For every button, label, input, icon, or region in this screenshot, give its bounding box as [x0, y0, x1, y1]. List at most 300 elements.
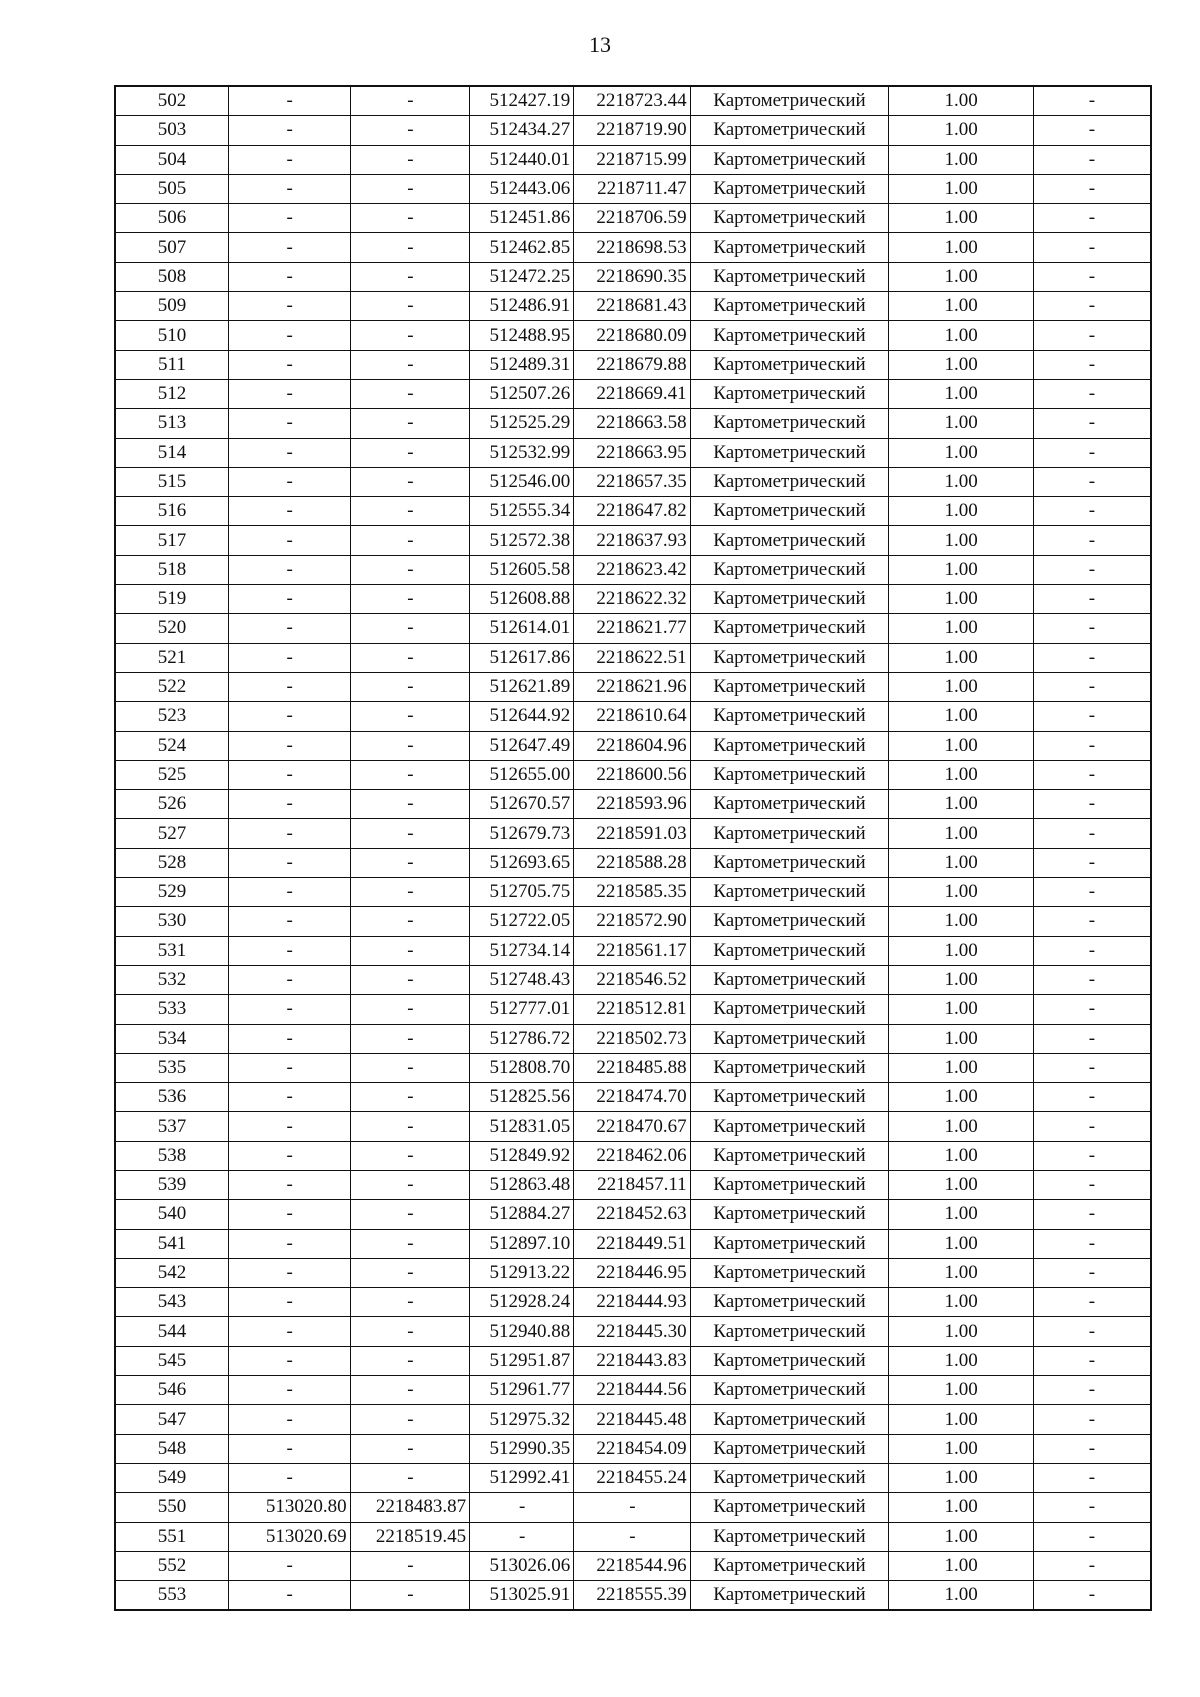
description-cell: - — [1033, 1434, 1151, 1463]
refined-y-cell: 2218600.56 — [574, 760, 690, 789]
point-number-cell: 508 — [115, 262, 228, 291]
accuracy-cell: 1.00 — [889, 379, 1034, 408]
description-cell: - — [1033, 1200, 1151, 1229]
description-cell: - — [1033, 1405, 1151, 1434]
method-cell: Картометрический — [690, 1112, 889, 1141]
accuracy-cell: 1.00 — [889, 1229, 1034, 1258]
description-cell: - — [1033, 1024, 1151, 1053]
point-number-cell: 542 — [115, 1258, 228, 1287]
existing-x-cell: - — [228, 1141, 350, 1170]
accuracy-cell: 1.00 — [889, 1493, 1034, 1522]
refined-y-cell: 2218452.63 — [574, 1200, 690, 1229]
description-cell: - — [1033, 878, 1151, 907]
table-row — [115, 790, 1151, 819]
accuracy-cell: 1.00 — [889, 1083, 1034, 1112]
existing-y-cell: - — [350, 321, 470, 350]
existing-x-cell: - — [228, 1112, 350, 1141]
existing-y-cell: - — [350, 526, 470, 555]
existing-y-cell: - — [350, 760, 470, 789]
refined-x-cell: 512722.05 — [470, 907, 574, 936]
description-cell: - — [1033, 1346, 1151, 1375]
refined-y-cell: 2218593.96 — [574, 790, 690, 819]
point-number-cell: 530 — [115, 907, 228, 936]
existing-x-cell: - — [228, 292, 350, 321]
method-cell: Картометрический — [690, 438, 889, 467]
table-row — [115, 1024, 1151, 1053]
accuracy-cell: 1.00 — [889, 174, 1034, 203]
description-cell: - — [1033, 1258, 1151, 1287]
existing-y-cell: - — [350, 438, 470, 467]
existing-x-cell: - — [228, 878, 350, 907]
method-cell: Картометрический — [690, 1317, 889, 1346]
accuracy-cell: 1.00 — [889, 1522, 1034, 1551]
table-row — [115, 321, 1151, 350]
existing-y-cell: - — [350, 379, 470, 408]
accuracy-cell: 1.00 — [889, 555, 1034, 584]
existing-x-cell: - — [228, 614, 350, 643]
table-row — [115, 526, 1151, 555]
table-row — [115, 907, 1151, 936]
method-cell: Картометрический — [690, 1405, 889, 1434]
method-cell: Картометрический — [690, 145, 889, 174]
table-row — [115, 1083, 1151, 1112]
table-row — [115, 1434, 1151, 1463]
existing-y-cell: - — [350, 145, 470, 174]
refined-y-cell: 2218623.42 — [574, 555, 690, 584]
existing-y-cell: - — [350, 936, 470, 965]
existing-x-cell: - — [228, 1170, 350, 1199]
refined-x-cell: 512863.48 — [470, 1170, 574, 1199]
refined-x-cell: 512555.34 — [470, 497, 574, 526]
point-number-cell: 544 — [115, 1317, 228, 1346]
refined-y-cell: 2218657.35 — [574, 467, 690, 496]
description-cell: - — [1033, 907, 1151, 936]
point-number-cell: 553 — [115, 1581, 228, 1611]
table-row — [115, 1463, 1151, 1492]
point-number-cell: 527 — [115, 819, 228, 848]
description-cell: - — [1033, 116, 1151, 145]
refined-y-cell: 2218621.77 — [574, 614, 690, 643]
existing-y-cell: - — [350, 1551, 470, 1580]
existing-x-cell: - — [228, 145, 350, 174]
refined-y-cell: 2218698.53 — [574, 233, 690, 262]
refined-y-cell: 2218502.73 — [574, 1024, 690, 1053]
point-number-cell: 549 — [115, 1463, 228, 1492]
accuracy-cell: 1.00 — [889, 1346, 1034, 1375]
existing-x-cell: - — [228, 555, 350, 584]
point-number-cell: 541 — [115, 1229, 228, 1258]
point-number-cell: 546 — [115, 1376, 228, 1405]
point-number-cell: 519 — [115, 585, 228, 614]
existing-x-cell: - — [228, 760, 350, 789]
refined-x-cell: 512897.10 — [470, 1229, 574, 1258]
table-row — [115, 731, 1151, 760]
description-cell: - — [1033, 409, 1151, 438]
point-number-cell: 538 — [115, 1141, 228, 1170]
refined-y-cell: 2218561.17 — [574, 936, 690, 965]
existing-x-cell: - — [228, 86, 350, 116]
existing-y-cell: - — [350, 116, 470, 145]
description-cell: - — [1033, 350, 1151, 379]
existing-x-cell: - — [228, 1200, 350, 1229]
table-row — [115, 1258, 1151, 1287]
method-cell: Картометрический — [690, 819, 889, 848]
point-number-cell: 531 — [115, 936, 228, 965]
refined-x-cell: 512831.05 — [470, 1112, 574, 1141]
table-row — [115, 1200, 1151, 1229]
existing-x-cell: - — [228, 379, 350, 408]
method-cell: Картометрический — [690, 1170, 889, 1199]
existing-y-cell: 2218483.87 — [350, 1493, 470, 1522]
accuracy-cell: 1.00 — [889, 1317, 1034, 1346]
existing-x-cell: - — [228, 1405, 350, 1434]
accuracy-cell: 1.00 — [889, 1141, 1034, 1170]
accuracy-cell: 1.00 — [889, 643, 1034, 672]
existing-x-cell: - — [228, 1317, 350, 1346]
existing-x-cell: - — [228, 790, 350, 819]
method-cell: Картометрический — [690, 702, 889, 731]
refined-x-cell: 512748.43 — [470, 965, 574, 994]
point-number-cell: 526 — [115, 790, 228, 819]
refined-x-cell: 512605.58 — [470, 555, 574, 584]
table-row — [115, 1376, 1151, 1405]
refined-y-cell: 2218679.88 — [574, 350, 690, 379]
accuracy-cell: 1.00 — [889, 1170, 1034, 1199]
point-number-cell: 550 — [115, 1493, 228, 1522]
table-row — [115, 672, 1151, 701]
refined-y-cell: 2218485.88 — [574, 1053, 690, 1082]
description-cell: - — [1033, 379, 1151, 408]
refined-y-cell: 2218445.48 — [574, 1405, 690, 1434]
table-body — [115, 86, 1151, 1610]
description-cell: - — [1033, 702, 1151, 731]
accuracy-cell: 1.00 — [889, 145, 1034, 174]
existing-x-cell: - — [228, 438, 350, 467]
point-number-cell: 529 — [115, 878, 228, 907]
existing-y-cell: - — [350, 1141, 470, 1170]
description-cell: - — [1033, 1317, 1151, 1346]
method-cell: Картометрический — [690, 1346, 889, 1375]
refined-y-cell: 2218663.58 — [574, 409, 690, 438]
description-cell: - — [1033, 1376, 1151, 1405]
table-row — [115, 379, 1151, 408]
refined-x-cell: 512992.41 — [470, 1463, 574, 1492]
table-row — [115, 995, 1151, 1024]
refined-y-cell: 2218585.35 — [574, 878, 690, 907]
method-cell: Картометрический — [690, 262, 889, 291]
refined-x-cell: 512734.14 — [470, 936, 574, 965]
existing-x-cell: - — [228, 995, 350, 1024]
method-cell: Картометрический — [690, 907, 889, 936]
existing-x-cell: - — [228, 702, 350, 731]
description-cell: - — [1033, 614, 1151, 643]
refined-x-cell: 512928.24 — [470, 1288, 574, 1317]
table-row — [115, 1288, 1151, 1317]
refined-x-cell: 512951.87 — [470, 1346, 574, 1375]
description-cell: - — [1033, 174, 1151, 203]
table-row — [115, 1317, 1151, 1346]
description-cell: - — [1033, 1463, 1151, 1492]
existing-x-cell: - — [228, 526, 350, 555]
method-cell: Картометрический — [690, 848, 889, 877]
accuracy-cell: 1.00 — [889, 585, 1034, 614]
refined-y-cell: 2218443.83 — [574, 1346, 690, 1375]
table-row — [115, 1493, 1151, 1522]
accuracy-cell: 1.00 — [889, 731, 1034, 760]
table-row — [115, 1112, 1151, 1141]
refined-x-cell: 512621.89 — [470, 672, 574, 701]
refined-y-cell: 2218715.99 — [574, 145, 690, 174]
accuracy-cell: 1.00 — [889, 907, 1034, 936]
accuracy-cell: 1.00 — [889, 1405, 1034, 1434]
table-row — [115, 350, 1151, 379]
refined-y-cell: 2218512.81 — [574, 995, 690, 1024]
table-row — [115, 848, 1151, 877]
point-number-cell: 532 — [115, 965, 228, 994]
existing-y-cell: - — [350, 555, 470, 584]
description-cell: - — [1033, 672, 1151, 701]
table-row — [115, 878, 1151, 907]
point-number-cell: 537 — [115, 1112, 228, 1141]
existing-y-cell: - — [350, 1581, 470, 1611]
description-cell: - — [1033, 790, 1151, 819]
refined-x-cell: 512572.38 — [470, 526, 574, 555]
accuracy-cell: 1.00 — [889, 1376, 1034, 1405]
existing-x-cell: - — [228, 819, 350, 848]
point-number-cell: 545 — [115, 1346, 228, 1375]
refined-y-cell: 2218647.82 — [574, 497, 690, 526]
existing-x-cell: - — [228, 731, 350, 760]
description-cell: - — [1033, 585, 1151, 614]
description-cell: - — [1033, 1141, 1151, 1170]
existing-x-cell: - — [228, 233, 350, 262]
existing-y-cell: - — [350, 1083, 470, 1112]
existing-x-cell: - — [228, 585, 350, 614]
accuracy-cell: 1.00 — [889, 116, 1034, 145]
existing-x-cell: - — [228, 204, 350, 233]
point-number-cell: 509 — [115, 292, 228, 321]
method-cell: Картометрический — [690, 1053, 889, 1082]
refined-y-cell: 2218719.90 — [574, 116, 690, 145]
refined-x-cell: 512884.27 — [470, 1200, 574, 1229]
existing-x-cell: - — [228, 321, 350, 350]
point-number-cell: 523 — [115, 702, 228, 731]
existing-y-cell: - — [350, 350, 470, 379]
point-number-cell: 525 — [115, 760, 228, 789]
existing-y-cell: - — [350, 467, 470, 496]
refined-x-cell: 512451.86 — [470, 204, 574, 233]
point-number-cell: 533 — [115, 995, 228, 1024]
refined-x-cell: 512614.01 — [470, 614, 574, 643]
method-cell: Картометрический — [690, 292, 889, 321]
refined-x-cell: 512705.75 — [470, 878, 574, 907]
refined-y-cell: 2218462.06 — [574, 1141, 690, 1170]
description-cell: - — [1033, 1581, 1151, 1611]
accuracy-cell: 1.00 — [889, 878, 1034, 907]
point-number-cell: 528 — [115, 848, 228, 877]
accuracy-cell: 1.00 — [889, 233, 1034, 262]
existing-x-cell: - — [228, 1551, 350, 1580]
refined-y-cell: 2218454.09 — [574, 1434, 690, 1463]
method-cell: Картометрический — [690, 790, 889, 819]
description-cell: - — [1033, 1112, 1151, 1141]
accuracy-cell: 1.00 — [889, 995, 1034, 1024]
accuracy-cell: 1.00 — [889, 848, 1034, 877]
table-row — [115, 86, 1151, 116]
description-cell: - — [1033, 526, 1151, 555]
refined-y-cell: 2218711.47 — [574, 174, 690, 203]
existing-y-cell: - — [350, 878, 470, 907]
accuracy-cell: 1.00 — [889, 760, 1034, 789]
refined-y-cell: 2218449.51 — [574, 1229, 690, 1258]
accuracy-cell: 1.00 — [889, 1112, 1034, 1141]
existing-x-cell: - — [228, 1581, 350, 1611]
method-cell: Картометрический — [690, 1229, 889, 1258]
description-cell: - — [1033, 643, 1151, 672]
existing-y-cell: - — [350, 585, 470, 614]
description-cell: - — [1033, 262, 1151, 291]
refined-y-cell: 2218610.64 — [574, 702, 690, 731]
accuracy-cell: 1.00 — [889, 86, 1034, 116]
refined-x-cell: - — [470, 1522, 574, 1551]
accuracy-cell: 1.00 — [889, 526, 1034, 555]
refined-y-cell: 2218680.09 — [574, 321, 690, 350]
description-cell: - — [1033, 1551, 1151, 1580]
existing-y-cell: - — [350, 292, 470, 321]
refined-x-cell: 512647.49 — [470, 731, 574, 760]
method-cell: Картометрический — [690, 1434, 889, 1463]
refined-x-cell: 512608.88 — [470, 585, 574, 614]
method-cell: Картометрический — [690, 585, 889, 614]
refined-y-cell: 2218706.59 — [574, 204, 690, 233]
refined-x-cell: 512990.35 — [470, 1434, 574, 1463]
table-row — [115, 262, 1151, 291]
refined-y-cell: 2218446.95 — [574, 1258, 690, 1287]
table-row — [115, 145, 1151, 174]
existing-y-cell: - — [350, 1288, 470, 1317]
accuracy-cell: 1.00 — [889, 1200, 1034, 1229]
refined-x-cell: 513026.06 — [470, 1551, 574, 1580]
accuracy-cell: 1.00 — [889, 292, 1034, 321]
refined-x-cell: 512777.01 — [470, 995, 574, 1024]
refined-x-cell: 512679.73 — [470, 819, 574, 848]
table-row — [115, 174, 1151, 203]
description-cell: - — [1033, 731, 1151, 760]
table-row — [115, 614, 1151, 643]
method-cell: Картометрический — [690, 965, 889, 994]
method-cell: Картометрический — [690, 86, 889, 116]
method-cell: Картометрический — [690, 1288, 889, 1317]
existing-x-cell: - — [228, 1053, 350, 1082]
description-cell: - — [1033, 936, 1151, 965]
existing-y-cell: - — [350, 907, 470, 936]
refined-x-cell: 512913.22 — [470, 1258, 574, 1287]
method-cell: Картометрический — [690, 555, 889, 584]
table-row — [115, 1141, 1151, 1170]
existing-y-cell: - — [350, 819, 470, 848]
point-number-cell: 534 — [115, 1024, 228, 1053]
point-number-cell: 505 — [115, 174, 228, 203]
existing-x-cell: - — [228, 1346, 350, 1375]
existing-x-cell: 513020.80 — [228, 1493, 350, 1522]
existing-x-cell: - — [228, 1376, 350, 1405]
refined-y-cell: 2218588.28 — [574, 848, 690, 877]
table-row — [115, 936, 1151, 965]
description-cell: - — [1033, 292, 1151, 321]
existing-y-cell: - — [350, 1376, 470, 1405]
existing-x-cell: - — [228, 1463, 350, 1492]
existing-y-cell: - — [350, 86, 470, 116]
refined-x-cell: 512440.01 — [470, 145, 574, 174]
point-number-cell: 504 — [115, 145, 228, 174]
existing-y-cell: - — [350, 614, 470, 643]
refined-x-cell: 512670.57 — [470, 790, 574, 819]
point-number-cell: 539 — [115, 1170, 228, 1199]
method-cell: Картометрический — [690, 731, 889, 760]
point-number-cell: 520 — [115, 614, 228, 643]
method-cell: Картометрический — [690, 321, 889, 350]
existing-y-cell: - — [350, 409, 470, 438]
accuracy-cell: 1.00 — [889, 350, 1034, 379]
table-row — [115, 1551, 1151, 1580]
point-number-cell: 517 — [115, 526, 228, 555]
existing-y-cell: - — [350, 262, 470, 291]
accuracy-cell: 1.00 — [889, 936, 1034, 965]
refined-x-cell: 512532.99 — [470, 438, 574, 467]
accuracy-cell: 1.00 — [889, 204, 1034, 233]
description-cell: - — [1033, 1053, 1151, 1082]
refined-x-cell: 512808.70 — [470, 1053, 574, 1082]
method-cell: Картометрический — [690, 1551, 889, 1580]
point-number-cell: 511 — [115, 350, 228, 379]
existing-x-cell: - — [228, 1288, 350, 1317]
point-number-cell: 515 — [115, 467, 228, 496]
accuracy-cell: 1.00 — [889, 438, 1034, 467]
refined-x-cell: - — [470, 1493, 574, 1522]
description-cell: - — [1033, 1493, 1151, 1522]
existing-y-cell: - — [350, 1317, 470, 1346]
refined-x-cell: 513025.91 — [470, 1581, 574, 1611]
refined-y-cell: 2218444.93 — [574, 1288, 690, 1317]
existing-y-cell: - — [350, 1346, 470, 1375]
refined-x-cell: 512940.88 — [470, 1317, 574, 1346]
refined-y-cell: 2218690.35 — [574, 262, 690, 291]
point-number-cell: 510 — [115, 321, 228, 350]
table-row — [115, 1405, 1151, 1434]
description-cell: - — [1033, 965, 1151, 994]
existing-x-cell: - — [228, 350, 350, 379]
refined-y-cell: 2218445.30 — [574, 1317, 690, 1346]
refined-y-cell: 2218457.11 — [574, 1170, 690, 1199]
point-number-cell: 552 — [115, 1551, 228, 1580]
description-cell: - — [1033, 467, 1151, 496]
refined-y-cell: 2218544.96 — [574, 1551, 690, 1580]
refined-y-cell: 2218604.96 — [574, 731, 690, 760]
table-row — [115, 116, 1151, 145]
table-row — [115, 965, 1151, 994]
existing-y-cell: - — [350, 1200, 470, 1229]
table-row — [115, 292, 1151, 321]
point-number-cell: 512 — [115, 379, 228, 408]
method-cell: Картометрический — [690, 233, 889, 262]
method-cell: Картометрический — [690, 1522, 889, 1551]
method-cell: Картометрический — [690, 1581, 889, 1611]
refined-x-cell: 512462.85 — [470, 233, 574, 262]
method-cell: Картометрический — [690, 643, 889, 672]
point-number-cell: 547 — [115, 1405, 228, 1434]
existing-y-cell: - — [350, 233, 470, 262]
accuracy-cell: 1.00 — [889, 965, 1034, 994]
